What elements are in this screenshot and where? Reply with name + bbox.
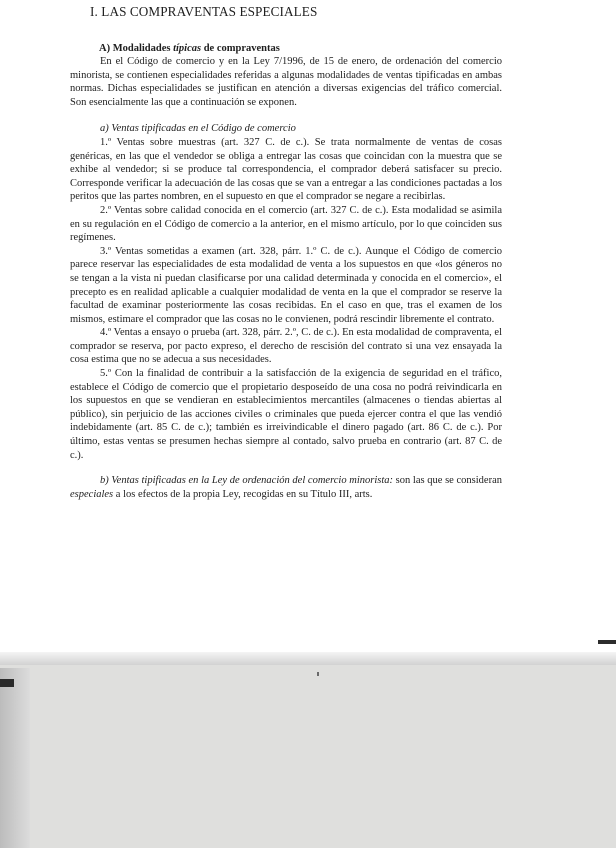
section-a-intro: En el Código de comercio y en la Ley 7/1996, de 15 de enero, de ordenación del comercio minorista, se contienen especialidades referidas a algunas modalidades de ventas tipificadas en ambas normas. Dichas especialidades se justifican en atención a diversas exigencias del tráfico comercial. Son esencialmente las que a continuación se exponen. bbox=[70, 56, 502, 108]
document-body bbox=[70, 4, 502, 501]
scan-page-edge bbox=[0, 652, 616, 666]
paragraph-seguridad-trafico: 5.º Con la finalidad de contribuir a la satisfacción de la exigencia de seguridad en el tráfico, establece el Código de comercio que el propietario desposeído de una cosa no podrá reivindicarla en los supuestos en que se vendieran en establecimientos mercantiles (almacenes o tiendas abiertas al público), sin perjuicio de las acciones civiles o criminales que pueda ejercer contra el que las vendió indebidamente (art. 85 C. de c.); también es irreivindicable el dinero pagado (art. 86 C. de c.). Por último, estas ventas se presumen hechas siempre al contado, salvo prueba en contrario (art. 87 C. de c.). bbox=[70, 368, 502, 461]
subsection-b-paragraph bbox=[70, 474, 502, 501]
subsection-a-title: a) Ventas tipificadas en el Código de comercio bbox=[100, 123, 296, 135]
section-a-title-prefix: A) Modalidades bbox=[99, 43, 174, 54]
scan-dust-speck bbox=[317, 672, 319, 676]
subsection-b-text-after: a los efectos de la propia Ley, recogidas en su Título III, arts. bbox=[113, 488, 373, 500]
paragraph-ventas-calidad-conocida: 2.º Ventas sobre calidad conocida en el comercio (art. 327 C. de c.). Esta modalidad se asimila en su regulación en el Código de comercio a la anterior, en el mismo artículo, por lo que coinciden sus regímenes. bbox=[70, 204, 502, 244]
section-a-title bbox=[99, 42, 502, 55]
section-a-title-suffix: de compraventas bbox=[201, 43, 280, 54]
section-a-title-italic: típicas bbox=[173, 43, 202, 54]
scan-edge-mark bbox=[598, 640, 616, 644]
subsection-b-text-before: son las que se consideran bbox=[393, 475, 502, 487]
paragraph-ventas-sobre-muestras: 1.º Ventas sobre muestras (art. 327 C. de c.). Se trata normalmente de ventas de cosas genéricas, en las que el vendedor se obliga a entregar las cosas que coincidan con la muestra que se exhibe al vendedor; si se produce tal correspondencia, el comprador deberá satisfacer su precio. Corresponde verificar la adecuación de las cosas que se van a entregar a las condiciones pactadas a los peritos que las partes nombren, en el supuesto en que el comprador se negare a recibirlas. bbox=[70, 136, 502, 203]
scan-left-mark bbox=[0, 679, 14, 687]
scan-bed-area bbox=[0, 665, 616, 848]
paragraph-ventas-ensayo-prueba: 4.º Ventas a ensayo o prueba (art. 328, párr. 2.º, C. de c.). En esta modalidad de compraventa, el comprador se reserva, por pacto expreso, el derecho de rescisión del contrato si una vez ensayada la cosa estima que no se adecua a sus necesidades. bbox=[70, 327, 502, 366]
scan-left-shadow bbox=[0, 668, 30, 848]
paragraph-ventas-sometidas-examen: 3.º Ventas sometidas a examen (art. 328, párr. 1.º C. de c.). Aunque el Código de comercio parece reservar las especialidades de esta modalidad de venta a los supuestos en que «los géneros no se tengan a la vista ni puedan clasificarse por una calidad determinada y conocida en el comercio», el precepto es en realidad aplicable a cualquier modalidad de venta en la que el comprador se reserve la facultad de examinar posteriormente las cosas recibidas. En el caso en que, tras el examen de los mismos, estimare el comprador que las cosas no le convienen, podrá rescindir libremente el contrato. bbox=[70, 245, 502, 325]
chapter-heading: I. LAS COMPRAVENTAS ESPECIALES bbox=[90, 4, 318, 19]
subsection-b-title: b) Ventas tipificadas en la Ley de ordenación del comercio minorista: bbox=[100, 475, 394, 487]
subsection-b-emphasis: especiales bbox=[70, 488, 114, 500]
